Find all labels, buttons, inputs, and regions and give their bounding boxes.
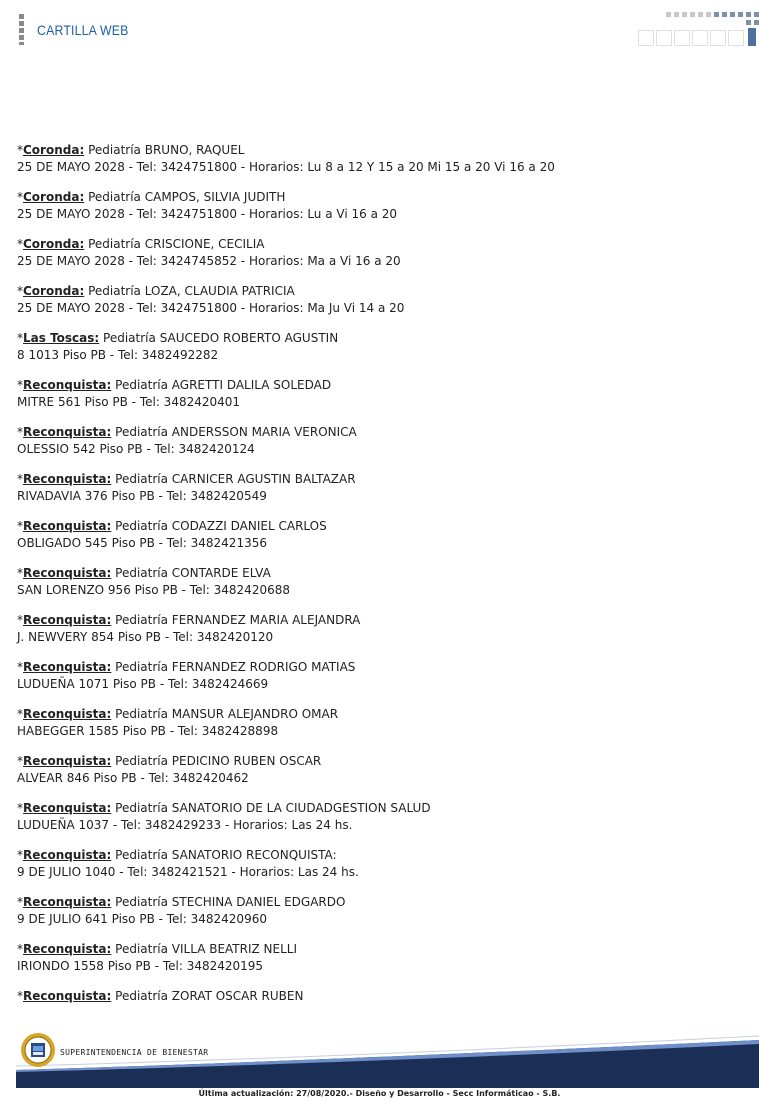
organization-name: SUPERINTENDENCIA DE BIENESTAR <box>60 1048 209 1057</box>
provider-address: 25 DE MAYO 2028 - Tel: 3424751800 - Horarios: Lu 8 a 12 Y 15 a 20 Mi 15 a 20 Vi 16 a 20 <box>17 160 555 174</box>
provider-line <box>17 424 737 441</box>
provider-name: CARNICER AGUSTIN BALTAZAR <box>171 472 356 486</box>
list-item <box>17 659 737 693</box>
bullet-marker: * <box>17 378 23 392</box>
list-item <box>17 518 737 552</box>
location-label: Reconquista: <box>23 801 112 815</box>
list-item <box>17 941 737 975</box>
provider-line <box>17 847 737 864</box>
provider-name: CODAZZI DANIEL CARLOS <box>171 519 327 533</box>
specialty-label: Pediatría <box>115 660 168 674</box>
list-item <box>17 612 737 646</box>
location-label: Reconquista: <box>23 472 112 486</box>
list-item <box>17 330 737 364</box>
specialty-label: Pediatría <box>115 566 168 580</box>
list-item <box>17 189 737 223</box>
list-item <box>17 706 737 740</box>
bullet-marker: * <box>17 143 23 157</box>
provider-address: ALVEAR 846 Piso PB - Tel: 3482420462 <box>17 771 249 785</box>
provider-address: IRIONDO 1558 Piso PB - Tel: 3482420195 <box>17 959 264 973</box>
provider-line <box>17 471 737 488</box>
location-label: Reconquista: <box>23 660 112 674</box>
list-item <box>17 142 737 176</box>
provider-address: 9 DE JULIO 641 Piso PB - Tel: 3482420960 <box>17 912 267 926</box>
specialty-label: Pediatría <box>115 895 168 909</box>
location-label: Reconquista: <box>23 942 112 956</box>
specialty-label: Pediatría <box>88 190 141 204</box>
provider-address: 8 1013 Piso PB - Tel: 3482492282 <box>17 348 219 362</box>
provider-name: AGRETTI DALILA SOLEDAD <box>171 378 332 392</box>
provider-name: ZORAT OSCAR RUBEN <box>171 989 304 1003</box>
provider-line <box>17 142 737 159</box>
provider-name: PEDICINO RUBEN OSCAR <box>171 754 322 768</box>
provider-name: SAUCEDO ROBERTO AGUSTIN <box>159 331 339 345</box>
seal-icon <box>20 1032 56 1068</box>
location-label: Reconquista: <box>23 895 112 909</box>
location-label: Reconquista: <box>23 848 112 862</box>
specialty-label: Pediatría <box>115 472 168 486</box>
provider-line <box>17 565 737 582</box>
list-item <box>17 283 737 317</box>
provider-address: J. NEWVERY 854 Piso PB - Tel: 3482420120 <box>17 630 274 644</box>
bullet-marker: * <box>17 613 23 627</box>
provider-name: BRUNO, RAQUEL <box>144 143 245 157</box>
page-header <box>0 0 759 50</box>
list-item <box>17 988 737 1005</box>
provider-line <box>17 706 737 723</box>
bullet-marker: * <box>17 895 23 909</box>
list-item <box>17 753 737 787</box>
bullet-marker: * <box>17 331 23 345</box>
location-label: Reconquista: <box>23 425 112 439</box>
provider-line <box>17 330 737 347</box>
provider-line <box>17 894 737 911</box>
provider-line <box>17 612 737 629</box>
provider-address: OLESSIO 542 Piso PB - Tel: 3482420124 <box>17 442 255 456</box>
provider-line <box>17 753 737 770</box>
provider-name: VILLA BEATRIZ NELLI <box>171 942 298 956</box>
bullet-marker: * <box>17 190 23 204</box>
provider-address: RIVADAVIA 376 Piso PB - Tel: 3482420549 <box>17 489 267 503</box>
bullet-marker: * <box>17 660 23 674</box>
list-item <box>17 565 737 599</box>
bullet-marker: * <box>17 801 23 815</box>
bullet-marker: * <box>17 942 23 956</box>
provider-name: LOZA, CLAUDIA PATRICIA <box>144 284 295 298</box>
provider-name: CRISCIONE, CECILIA <box>144 237 265 251</box>
list-item <box>17 894 737 928</box>
provider-name: FERNANDEZ MARIA ALEJANDRA <box>171 613 361 627</box>
footer-banner <box>16 1030 759 1088</box>
bullet-marker: * <box>17 989 23 1003</box>
list-item <box>17 471 737 505</box>
specialty-label: Pediatría <box>88 143 141 157</box>
provider-name: SANATORIO DE LA CIUDADGESTION SALUD <box>171 801 431 815</box>
location-label: Reconquista: <box>23 566 112 580</box>
provider-address: 9 DE JULIO 1040 - Tel: 3482421521 - Horarios: Las 24 hs. <box>17 865 359 879</box>
bullet-marker: * <box>17 707 23 721</box>
provider-address: HABEGGER 1585 Piso PB - Tel: 3482428898 <box>17 724 279 738</box>
location-label: Coronda: <box>23 237 85 251</box>
bullet-marker: * <box>17 754 23 768</box>
provider-name: STECHINA DANIEL EDGARDO <box>171 895 346 909</box>
specialty-label: Pediatría <box>115 848 168 862</box>
specialty-label: Pediatría <box>115 613 168 627</box>
location-label: Reconquista: <box>23 989 112 1003</box>
provider-address: OBLIGADO 545 Piso PB - Tel: 3482421356 <box>17 536 267 550</box>
provider-line <box>17 189 737 206</box>
specialty-label: Pediatría <box>88 237 141 251</box>
location-label: Reconquista: <box>23 613 112 627</box>
specialty-label: Pediatría <box>103 331 156 345</box>
location-label: Las Toscas: <box>23 331 100 345</box>
provider-line <box>17 377 737 394</box>
list-item <box>17 236 737 270</box>
specialty-label: Pediatría <box>88 284 141 298</box>
list-item <box>17 377 737 411</box>
provider-line <box>17 941 737 958</box>
provider-name: CAMPOS, SILVIA JUDITH <box>144 190 286 204</box>
bullet-marker: * <box>17 237 23 251</box>
provider-address: SAN LORENZO 956 Piso PB - Tel: 3482420688 <box>17 583 290 597</box>
provider-name: MANSUR ALEJANDRO OMAR <box>171 707 339 721</box>
provider-line <box>17 283 737 300</box>
list-item <box>17 800 737 834</box>
last-update-text: Última actualización: 27/08/2020.- Diseño y Desarrollo - Secc Informáticao - S.B. <box>198 1089 561 1098</box>
list-item <box>17 847 737 881</box>
provider-address: 25 DE MAYO 2028 - Tel: 3424751800 - Horarios: Lu a Vi 16 a 20 <box>17 207 398 221</box>
bullet-marker: * <box>17 425 23 439</box>
location-label: Reconquista: <box>23 519 112 533</box>
provider-line <box>17 988 737 1005</box>
specialty-label: Pediatría <box>115 754 168 768</box>
provider-name: FERNANDEZ RODRIGO MATIAS <box>171 660 356 674</box>
specialty-label: Pediatría <box>115 378 168 392</box>
specialty-label: Pediatría <box>115 989 168 1003</box>
provider-name: ANDERSSON MARIA VERONICA <box>171 425 357 439</box>
location-label: Coronda: <box>23 190 85 204</box>
provider-line <box>17 236 737 253</box>
provider-address: MITRE 561 Piso PB - Tel: 3482420401 <box>17 395 241 409</box>
page-title: CARTILLA WEB <box>37 22 129 38</box>
bullet-marker: * <box>17 519 23 533</box>
specialty-label: Pediatría <box>115 707 168 721</box>
header-decoration-icon <box>636 10 759 48</box>
list-item <box>17 424 737 458</box>
provider-name: SANATORIO RECONQUISTA: <box>171 848 337 862</box>
specialty-label: Pediatría <box>115 801 168 815</box>
provider-line <box>17 800 737 817</box>
specialty-label: Pediatría <box>115 942 168 956</box>
bullet-marker: * <box>17 848 23 862</box>
header-accent-bar <box>19 14 24 45</box>
bullet-marker: * <box>17 472 23 486</box>
location-label: Reconquista: <box>23 707 112 721</box>
provider-list <box>17 142 737 1018</box>
location-label: Coronda: <box>23 143 85 157</box>
bullet-marker: * <box>17 284 23 298</box>
location-label: Reconquista: <box>23 378 112 392</box>
provider-name: CONTARDE ELVA <box>171 566 271 580</box>
provider-address: LUDUEÑA 1037 - Tel: 3482429233 - Horarios: Las 24 hs. <box>17 818 353 832</box>
specialty-label: Pediatría <box>115 519 168 533</box>
provider-address: LUDUEÑA 1071 Piso PB - Tel: 3482424669 <box>17 677 269 691</box>
provider-line <box>17 659 737 676</box>
bullet-marker: * <box>17 566 23 580</box>
provider-address: 25 DE MAYO 2028 - Tel: 3424745852 - Horarios: Ma a Vi 16 a 20 <box>17 254 401 268</box>
specialty-label: Pediatría <box>115 425 168 439</box>
location-label: Reconquista: <box>23 754 112 768</box>
provider-line <box>17 518 737 535</box>
provider-address: 25 DE MAYO 2028 - Tel: 3424751800 - Horarios: Ma Ju Vi 14 a 20 <box>17 301 405 315</box>
location-label: Coronda: <box>23 284 85 298</box>
